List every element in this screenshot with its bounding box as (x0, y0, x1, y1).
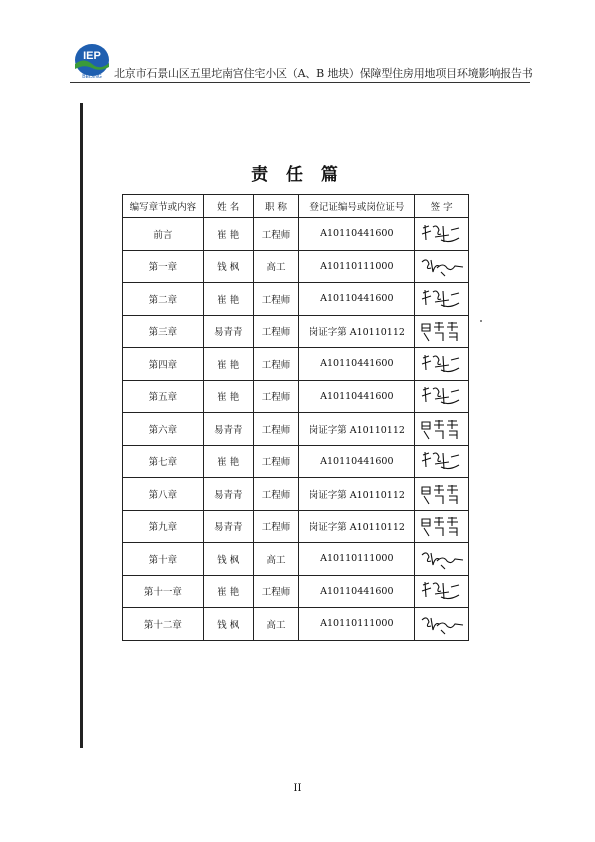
table-row (123, 478, 469, 511)
handwritten-signature (419, 352, 465, 376)
cell-title: 工程师 (253, 478, 299, 511)
binding-margin-line (80, 103, 83, 748)
cell-name: 崔 艳 (203, 575, 253, 608)
cell-signature (415, 543, 469, 576)
cell-signature (415, 413, 469, 446)
cell-certificate: A10110111000 (299, 250, 415, 283)
cell-name: 易青青 (203, 413, 253, 446)
table-row (123, 218, 469, 251)
table-row (123, 348, 469, 381)
cell-certificate: 岗证字第 A10110112 (299, 510, 415, 543)
cell-certificate: A10110111000 (299, 543, 415, 576)
cell-title: 工程师 (253, 283, 299, 316)
cell-chapter: 第九章 (123, 510, 204, 543)
cell-signature (415, 478, 469, 511)
cell-name: 崔 艳 (203, 445, 253, 478)
handwritten-signature (419, 254, 465, 278)
handwritten-signature (419, 449, 465, 473)
cell-certificate: A10110441600 (299, 348, 415, 381)
scan-speck (480, 320, 482, 322)
cell-chapter: 第五章 (123, 380, 204, 413)
cell-name: 崔 艳 (203, 218, 253, 251)
handwritten-signature (419, 417, 465, 441)
cell-signature (415, 380, 469, 413)
table-row (123, 445, 469, 478)
cell-name: 崔 艳 (203, 348, 253, 381)
header-title: 北京市石景山区五里坨南宫住宅小区（A、B 地块）保障型住房用地项目环境影响报告书 (114, 67, 533, 80)
header-divider (70, 82, 530, 83)
cell-signature (415, 608, 469, 641)
logo-text: IEP (83, 50, 101, 62)
cell-chapter: 第三章 (123, 315, 204, 348)
handwritten-signature (419, 319, 465, 343)
cell-certificate: A10110441600 (299, 283, 415, 316)
table-row (123, 315, 469, 348)
table-row (123, 608, 469, 641)
page-number: II (293, 783, 302, 794)
handwritten-signature (419, 514, 465, 538)
cell-signature (415, 315, 469, 348)
cell-signature (415, 283, 469, 316)
iep-logo (70, 42, 116, 80)
cell-title: 高工 (253, 543, 299, 576)
cell-chapter: 第八章 (123, 478, 204, 511)
cell-title: 工程师 (253, 348, 299, 381)
handwritten-signature (419, 287, 465, 311)
cell-signature (415, 445, 469, 478)
cell-title: 高工 (253, 608, 299, 641)
cell-signature (415, 250, 469, 283)
cell-signature (415, 575, 469, 608)
handwritten-signature (419, 547, 465, 571)
cell-chapter: 第二章 (123, 283, 204, 316)
cell-title: 工程师 (253, 510, 299, 543)
cell-name: 崔 艳 (203, 283, 253, 316)
table-row (123, 413, 469, 446)
cell-certificate: 岗证字第 A10110112 (299, 315, 415, 348)
cell-certificate: A10110441600 (299, 445, 415, 478)
cell-signature (415, 348, 469, 381)
cell-chapter: 第七章 (123, 445, 204, 478)
cell-title: 工程师 (253, 218, 299, 251)
column-header-title: 职 称 (253, 195, 299, 218)
column-header-name: 姓 名 (203, 195, 253, 218)
cell-title: 工程师 (253, 315, 299, 348)
cell-chapter: 第四章 (123, 348, 204, 381)
cell-title: 工程师 (253, 413, 299, 446)
table-header-row (123, 195, 469, 218)
cell-title: 高工 (253, 250, 299, 283)
column-header-signature: 签 字 (415, 195, 469, 218)
cell-name: 易青青 (203, 510, 253, 543)
table-row (123, 510, 469, 543)
handwritten-signature (419, 612, 465, 636)
cell-certificate: A10110111000 (299, 608, 415, 641)
cell-title: 工程师 (253, 380, 299, 413)
handwritten-signature (419, 579, 465, 603)
cell-signature (415, 218, 469, 251)
cell-name: 钱 枫 (203, 250, 253, 283)
column-header-certificate: 登记证编号或岗位证号 (299, 195, 415, 218)
cell-chapter: 第十章 (123, 543, 204, 576)
table-row (123, 575, 469, 608)
cell-certificate: A10110441600 (299, 575, 415, 608)
cell-certificate: A10110441600 (299, 380, 415, 413)
cell-chapter: 第十一章 (123, 575, 204, 608)
table-row (123, 543, 469, 576)
cell-chapter: 第十二章 (123, 608, 204, 641)
cell-certificate: 岗证字第 A10110112 (299, 478, 415, 511)
cell-certificate: 岗证字第 A10110112 (299, 413, 415, 446)
cell-title: 工程师 (253, 575, 299, 608)
cell-chapter: 前言 (123, 218, 204, 251)
table-row (123, 283, 469, 316)
document-title: 责 任 篇 (251, 165, 344, 185)
cell-name: 崔 艳 (203, 380, 253, 413)
cell-chapter: 第一章 (123, 250, 204, 283)
cell-name: 易青青 (203, 315, 253, 348)
handwritten-signature (419, 482, 465, 506)
cell-title: 工程师 (253, 445, 299, 478)
cell-name: 钱 枫 (203, 608, 253, 641)
handwritten-signature (419, 222, 465, 246)
cell-certificate: A10110441600 (299, 218, 415, 251)
svg-text:BEIJING: BEIJING (82, 74, 102, 80)
table-row (123, 380, 469, 413)
responsibility-table (122, 194, 469, 641)
handwritten-signature (419, 384, 465, 408)
cell-chapter: 第六章 (123, 413, 204, 446)
page-header (70, 40, 533, 85)
table-row (123, 250, 469, 283)
cell-signature (415, 510, 469, 543)
cell-name: 易青青 (203, 478, 253, 511)
cell-name: 钱 枫 (203, 543, 253, 576)
column-header-chapter: 编写章节或内容 (123, 195, 204, 218)
